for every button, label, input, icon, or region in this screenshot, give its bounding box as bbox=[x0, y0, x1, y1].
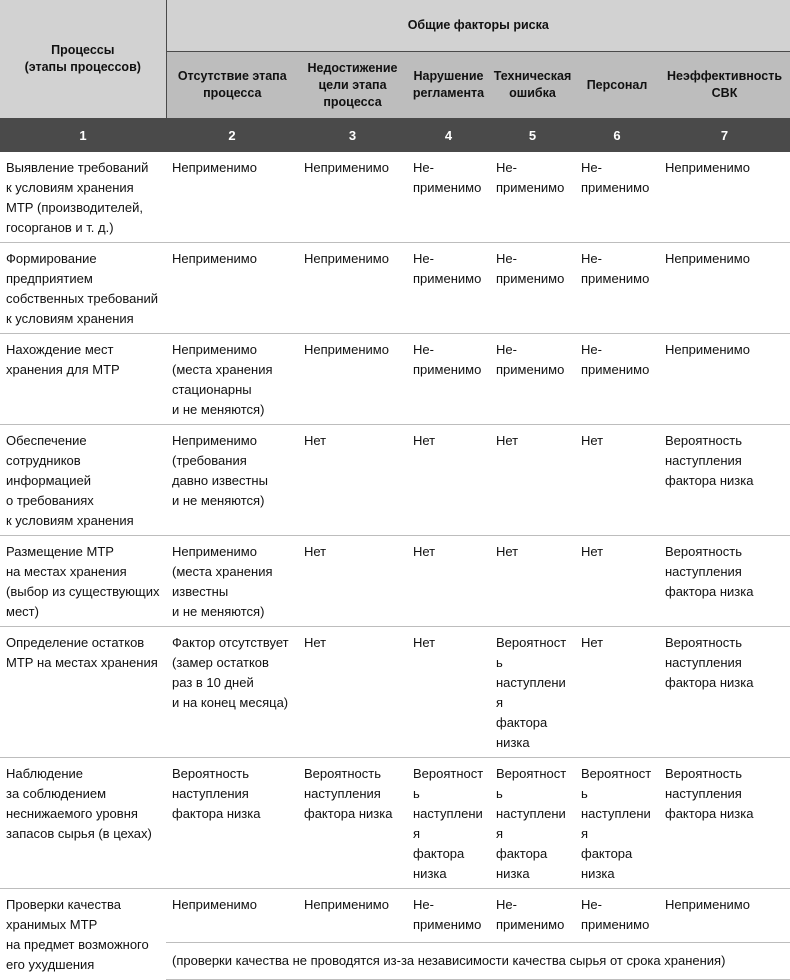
col-number: 1 bbox=[0, 118, 166, 152]
technical-error-cell: Вероятность наступления фактора низка bbox=[490, 758, 575, 889]
regulation-cell: Не- применимо bbox=[407, 334, 490, 425]
technical-error-cell: Нет bbox=[490, 536, 575, 627]
regulation-cell: Нет bbox=[407, 425, 490, 536]
col-header-goal-failure: Недостижение цели этапа процесса bbox=[298, 52, 407, 119]
table-row bbox=[0, 334, 790, 425]
regulation-cell: Вероятность наступления фактора низка bbox=[407, 758, 490, 889]
regulation-cell: Не- применимо bbox=[413, 897, 482, 932]
table-row bbox=[0, 758, 790, 889]
ics-cell: Вероятность наступления фактора низка bbox=[659, 758, 790, 889]
technical-error-cell: Вероятность наступления фактора низка bbox=[490, 627, 575, 758]
personnel-cell: Не- применимо bbox=[581, 897, 650, 932]
col-header-technical-error: Техническая ошибка bbox=[490, 52, 575, 119]
col-header-regulation-violation: Нарушение регламента bbox=[407, 52, 490, 119]
personnel-cell: Не- применимо bbox=[575, 243, 659, 334]
process-cell: Выявление требований к условиям хранения МТР (производителей, госорганов и т. д.) bbox=[0, 152, 166, 243]
goal-failure-cell: Нет bbox=[298, 536, 407, 627]
technical-error-cell: Не- применимо bbox=[490, 152, 575, 243]
absence-cell: Фактор отсутствует (замер остатков раз в 10 дней и на конец месяца) bbox=[166, 627, 298, 758]
goal-failure-cell: Неприменимо bbox=[304, 897, 389, 912]
goal-failure-cell: Вероятность наступления фактора низка bbox=[298, 758, 407, 889]
ics-cell: Вероятность наступления фактора низка bbox=[659, 627, 790, 758]
process-cell: Обеспечение сотрудников информацией о требованиях к условиям хранения bbox=[0, 425, 166, 536]
risk-factors-group-header: Общие факторы риска bbox=[166, 0, 790, 52]
absence-cell: Неприменимо (требования давно известны и не меняются) bbox=[166, 425, 298, 536]
technical-error-cell: Нет bbox=[490, 425, 575, 536]
absence-cell: Неприменимо bbox=[172, 897, 257, 912]
col-number: 5 bbox=[490, 118, 575, 152]
table-row bbox=[0, 425, 790, 536]
technical-error-cell: Не- применимо bbox=[490, 334, 575, 425]
table-header bbox=[0, 0, 790, 152]
process-cell: Проверки качества хранимых МТР на предмет возможного его ухудшения bbox=[6, 897, 149, 972]
table-row bbox=[0, 536, 790, 627]
goal-failure-cell: Нет bbox=[298, 425, 407, 536]
process-cell: Наблюдение за соблюдением неснижаемого уровня запасов сырья (в цехах) bbox=[0, 758, 166, 889]
personnel-cell: Не- применимо bbox=[575, 334, 659, 425]
col-header-ics-inefficiency: Неэффективность СВК bbox=[659, 52, 790, 119]
col-number: 4 bbox=[407, 118, 490, 152]
absence-cell: Неприменимо bbox=[166, 152, 298, 243]
technical-error-cell: Не- применимо bbox=[496, 897, 565, 932]
regulation-cell: Не- применимо bbox=[407, 152, 490, 243]
personnel-cell: Нет bbox=[575, 425, 659, 536]
ics-cell: Неприменимо bbox=[665, 897, 750, 912]
ics-cell: Неприменимо bbox=[659, 152, 790, 243]
table-row bbox=[0, 243, 790, 334]
table-body bbox=[0, 152, 790, 979]
ics-cell: Неприменимо bbox=[659, 243, 790, 334]
regulation-cell: Не- применимо bbox=[407, 243, 490, 334]
ics-cell: Вероятность наступления фактора низка bbox=[659, 536, 790, 627]
table-row bbox=[0, 627, 790, 758]
personnel-cell: Нет bbox=[575, 627, 659, 758]
col-header-personnel: Персонал bbox=[575, 52, 659, 119]
regulation-cell: Нет bbox=[407, 536, 490, 627]
col-header-absence: Отсутствие этапа процесса bbox=[166, 52, 298, 119]
personnel-cell: Нет bbox=[575, 536, 659, 627]
row-note: (проверки качества не проводятся из-за независимости качества сырья от срока хранения) bbox=[166, 942, 790, 979]
table-row bbox=[0, 889, 790, 943]
regulation-cell: Нет bbox=[407, 627, 490, 758]
absence-cell: Неприменимо (места хранения известны и не меняются) bbox=[166, 536, 298, 627]
goal-failure-cell: Неприменимо bbox=[298, 243, 407, 334]
absence-cell: Неприменимо bbox=[166, 243, 298, 334]
table-row bbox=[0, 152, 790, 243]
goal-failure-cell: Неприменимо bbox=[298, 334, 407, 425]
process-cell: Размещение МТР на местах хранения (выбор из существующих мест) bbox=[0, 536, 166, 627]
ics-cell: Неприменимо bbox=[659, 334, 790, 425]
goal-failure-cell: Неприменимо bbox=[298, 152, 407, 243]
technical-error-cell: Не- применимо bbox=[490, 243, 575, 334]
process-cell: Определение остатков МТР на местах хранения bbox=[0, 627, 166, 758]
absence-cell: Неприменимо (места хранения стационарны и не меняются) bbox=[166, 334, 298, 425]
col-number: 7 bbox=[659, 118, 790, 152]
col-number: 2 bbox=[166, 118, 298, 152]
processes-header: Процессы (этапы процессов) bbox=[0, 0, 166, 118]
process-cell: Нахождение мест хранения для МТР bbox=[0, 334, 166, 425]
personnel-cell: Не- применимо bbox=[575, 152, 659, 243]
process-cell: Формирование предприятием собственных требований к условиям хранения bbox=[0, 243, 166, 334]
personnel-cell: Вероятность наступления фактора низка bbox=[575, 758, 659, 889]
col-number: 3 bbox=[298, 118, 407, 152]
ics-cell: Вероятность наступления фактора низка bbox=[659, 425, 790, 536]
goal-failure-cell: Нет bbox=[298, 627, 407, 758]
absence-cell: Вероятность наступления фактора низка bbox=[166, 758, 298, 889]
col-number: 6 bbox=[575, 118, 659, 152]
